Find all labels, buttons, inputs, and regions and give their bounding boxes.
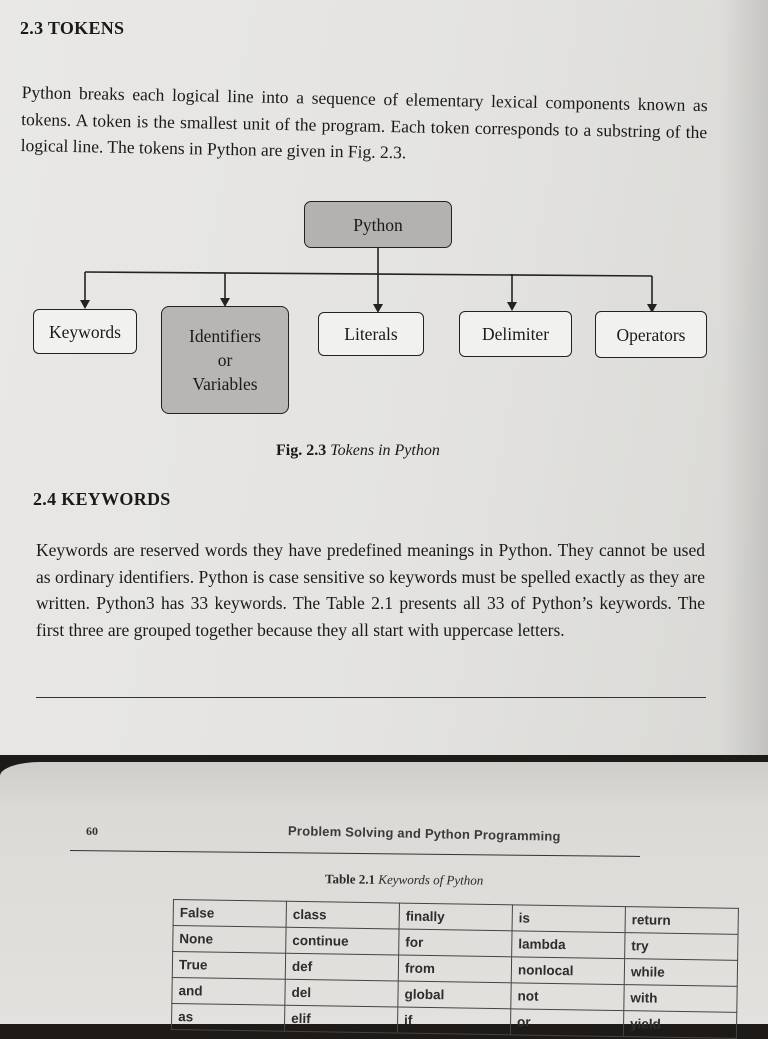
table-cell: class — [286, 901, 399, 929]
table-cell: not — [511, 983, 624, 1011]
table-cell: continue — [286, 927, 399, 955]
table-cell: while — [624, 959, 737, 987]
identifiers-line-1: Identifiers — [189, 326, 261, 346]
book-page-lower — [0, 762, 768, 1032]
table-cell: for — [399, 929, 512, 957]
table-cell: None — [173, 926, 286, 954]
arrow-delimiter-icon — [507, 302, 517, 311]
table-cell: lambda — [512, 931, 625, 959]
keywords-paragraph: Keywords are reserved words they have predefined meanings in Python. They cannot be used as ordinary identifiers. Python is case sensitive so keywords must be spelled exactly as they are written. Python3 has 33 keywords. The Table 2.1 presents all 33 of Python’s keywords. The first three are grouped together because they all start with uppercase letters. — [36, 540, 705, 640]
diagram-node-keywords: Keywords — [33, 309, 137, 354]
diagram-node-operators: Operators — [595, 311, 707, 358]
table-cell: False — [173, 900, 286, 928]
table-cell: elif — [284, 1005, 397, 1033]
section-title-keywords: 2.4 KEYWORDS — [33, 489, 171, 509]
keywords-table — [171, 899, 739, 1039]
figure-caption-text: Tokens in Python — [330, 442, 440, 459]
header-rule — [70, 850, 640, 857]
figure-caption-number: Fig. 2.3 — [276, 442, 327, 459]
diagram-node-identifiers — [161, 306, 289, 414]
identifiers-line-2: or — [217, 350, 233, 370]
table-cell: try — [625, 933, 738, 961]
running-head: Problem Solving and Python Programming — [287, 823, 561, 844]
branch-bar-line — [85, 272, 652, 276]
arrow-keywords-icon — [80, 300, 90, 309]
identifiers-line-3: Variables — [192, 374, 258, 394]
section-title-tokens: 2.3 TOKENS — [20, 18, 125, 38]
diagram-node-delimiter: Delimiter — [459, 311, 572, 357]
diagram-node-python: Python — [304, 201, 452, 248]
table-cell: nonlocal — [511, 957, 624, 985]
table-cell: as — [171, 1003, 284, 1031]
table-cell: def — [285, 953, 398, 981]
table-cell: is — [512, 905, 625, 933]
table-cell: if — [397, 1007, 510, 1035]
table-cell: yield — [623, 1011, 736, 1039]
table-cell: del — [285, 979, 398, 1007]
keywords-table-body — [171, 900, 738, 1039]
table-cell: global — [398, 981, 511, 1009]
table-caption-text: Keywords of Python — [378, 871, 484, 888]
section-divider — [36, 697, 706, 698]
table-cell: or — [510, 1009, 623, 1037]
table-caption-number: Table 2.1 — [324, 871, 376, 887]
table-cell: finally — [399, 903, 512, 931]
table-cell: return — [625, 907, 738, 935]
table-cell: and — [172, 977, 285, 1005]
table-cell: with — [624, 985, 737, 1013]
table-cell: from — [398, 955, 511, 983]
diagram-node-literals: Literals — [318, 312, 424, 356]
tokens-paragraph: Python breaks each logical line into a sequence of elementary lexical components known as tokens. A token is the smallest unit of the program. Each token corresponds to a substring of the logical line. The tokens in Python are given in Fig. 2.3. — [20, 81, 708, 163]
page-number: 60 — [86, 824, 98, 838]
figure-caption — [276, 442, 440, 460]
table-caption — [325, 871, 483, 888]
table-cell: True — [172, 952, 285, 980]
